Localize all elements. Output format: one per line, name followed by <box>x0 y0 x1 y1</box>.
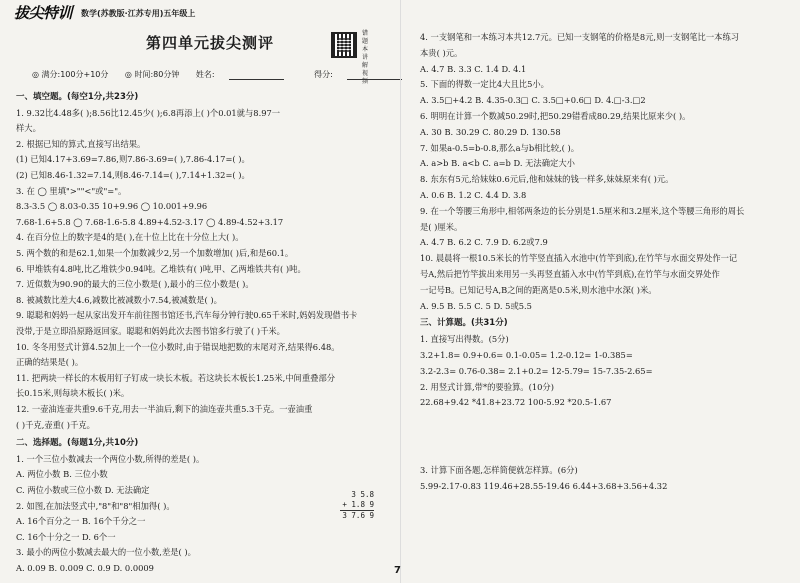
question-line: 3. 计算下面各题,怎样简便就怎样算。(6分) <box>420 465 578 476</box>
question-line: A. 两位小数 B. 三位小数 <box>16 469 108 480</box>
question-line: 5. 两个数的和是62.1,如果一个加数减少2,另一个加数增加( )后,和是60.1。 <box>16 248 294 258</box>
question-line: 5. 下面的得数一定比4大且比5小。 <box>420 79 549 90</box>
question-line: C. 16个十分之一 D. 6个一 <box>16 531 116 542</box>
question-line: 6. 甲堆铁有4.8吨,比乙堆铁少0.94吨。乙堆铁有( )吨,甲、乙两堆铁共有( )吨。 <box>16 263 306 274</box>
series-label: 数学(苏教版·江苏专用)五年级上 <box>81 9 196 18</box>
question-line: 8. 被减数比差大4.6,减数比被减数小7.54,被减数是( )。 <box>16 294 222 305</box>
question-line: 2. 用竖式计算,带*的要验算。(10分) <box>420 381 554 392</box>
question-line: 1. 9.32比4.48多( );8.56比12.45少( );6.8再添上( )个0.01就与8.97一 <box>16 107 281 118</box>
question-line: 9. 在一个等腰三角形中,相邻两条边的长分别是1.5厘米和3.2厘米,这个等腰三角形的周长 <box>420 205 745 216</box>
question-line: 8.3-3.5 ◯ 8.03-0.35 10+9.96 ◯ 10.001+9.96 <box>16 201 208 212</box>
calc-row-1: 3 5.8 <box>351 490 374 499</box>
column-divider <box>400 0 401 583</box>
full-score: ◎ 满分:100分+10分 <box>32 70 109 79</box>
question-line: 2. 根据已知的算式,直接写出结果。 <box>16 138 146 149</box>
question-line: 12. 一壶油连壶共重9.6千克,用去一半油后,剩下的油连壶共重5.3千克。一壶油重 <box>16 404 313 414</box>
question-line: 9. 聪聪和妈妈一起从家出发开车前往图书馆还书,汽车每分钟行驶0.65千米时,妈妈发现借书卡 <box>16 310 358 321</box>
vertical-addition-figure <box>340 490 374 521</box>
qr-code-icon[interactable] <box>331 32 357 58</box>
question-line: 7. 如果a-0.5=b-0.8,那么a与b相比较,( )。 <box>420 142 580 153</box>
question-line: 号A,然后把竹竿拔出来用另一头再竖直插入水中(竹竿到底),在竹竿与水面交界处作 <box>420 269 720 279</box>
question-line: A. 30 B. 30.29 C. 80.29 D. 130.58 <box>420 126 561 137</box>
question-line: A. 4.7 B. 6.2 C. 7.9 D. 6.2或7.9 <box>420 237 548 248</box>
question-line: 3. 最小的两位小数减去最大的一位小数,差是( )。 <box>16 547 196 558</box>
time-limit: ◎ 时间:80分钟 <box>124 70 180 79</box>
calc-row-3: 3 7.6 9 <box>340 510 374 521</box>
question-line: 正确的结果是( )。 <box>16 357 84 368</box>
question-line: 10. 晨晨将一根10.5米长的竹竿竖直插入水池中(竹竿到底),在竹竿与水面交界处作一记 <box>420 253 738 264</box>
question-line: (2) 已知8.46-1.32=7.14,则8.46-7.14=( ),7.14+1.32=( )。 <box>16 170 250 180</box>
question-line: 5.99-2.17-0.83 119.46+28.55-19.46 6.44+3.68+3.56+4.32 <box>420 481 668 491</box>
qr-label: 错题本 讲解视频 <box>362 30 369 85</box>
question-line: 样大。 <box>16 123 41 134</box>
question-line: A. 16个百分之一 B. 16个千分之一 <box>16 516 146 527</box>
question-line: 2. 如图,在加法竖式中,"8"和"8"相加得( )。 <box>16 500 175 511</box>
question-line: 是( )厘米。 <box>420 221 463 232</box>
question-line: A. 0.09 B. 0.009 C. 0.9 D. 0.0009 <box>16 563 154 573</box>
question-line: A. 0.6 B. 1.2 C. 4.4 D. 3.8 <box>420 190 527 200</box>
question-line: 长0.15米,则每块木板长( )米。 <box>16 388 130 399</box>
question-line: 11. 把两块一样长的木板用钉子钉成一块长木板。若这块长木板长1.25米,中间重叠部分 <box>16 372 336 383</box>
section-heading: 二、选择题。(每题1分,共10分) <box>16 438 139 449</box>
question-line: 3.2+1.8= 0.9+0.6= 0.1-0.05= 1.2-0.12= 1-0.385= <box>420 350 633 360</box>
page-title: 第四单元拔尖测评 <box>146 34 275 52</box>
question-line: A. a>b B. a<b C. a=b D. 无法确定大小 <box>420 158 575 169</box>
question-line: 8. 东东有5元,给妹妹0.6元后,他和妹妹的钱一样多,妹妹原来有( )元。 <box>420 174 674 185</box>
question-line: A. 9.5 B. 5.5 C. 5 D. 5或5.5 <box>420 300 532 311</box>
page-number: 7 <box>394 565 401 576</box>
question-line: 没带,于是立即沿原路返回家。聪聪和妈妈此次去图书馆多行驶了( )千米。 <box>16 326 285 336</box>
question-line: 4. 一支钢笔和一本练习本共12.7元。已知一支钢笔的价格是8元,则一支钢笔比一本练习 <box>420 32 740 42</box>
brand-logo: 拔尖特训 <box>14 4 73 22</box>
question-line: A. 4.7 B. 3.3 C. 1.4 D. 4.1 <box>420 63 527 74</box>
question-line: ( )千克,壶重( )千克。 <box>16 419 95 430</box>
question-line: 7. 近似数为90.90的最大的三位小数是( ),最小的三位小数是( )。 <box>16 279 254 290</box>
question-line: 6. 明明在计算一个数减50.29时,把50.29错看成80.29,结果比原来少( )。 <box>420 111 691 121</box>
question-line: 3.2-2.3= 0.76-0.38= 2.1+0.2= 12-5.79= 15-7.35-2.65= <box>420 365 653 376</box>
question-line: 7.68-1.6+5.8 ◯ 7.68-1.6-5.8 4.89+4.52-3.17 ◯ 4.89-4.52+3.17 <box>16 216 284 227</box>
name-field[interactable] <box>229 71 284 80</box>
question-line: 10. 冬冬用竖式计算4.52加上一个一位小数时,由于错误地把数的末尾对齐,结果得6.48。 <box>16 341 340 352</box>
question-line: 1. 一个三位小数减去一个两位小数,所得的差是( )。 <box>16 453 205 464</box>
question-line: 3. 在 ◯ 里填">""<"或"="。 <box>16 185 127 196</box>
score-label: 得分: <box>314 70 333 79</box>
section-heading: 一、填空题。(每空1分,共23分) <box>16 92 139 102</box>
question-line: A. 3.5□+4.2 B. 4.35-0.3□ C. 3.5□+0.6□ D. 4.□-3.□2 <box>420 95 646 106</box>
section-heading: 三、计算题。(共31分) <box>420 318 508 329</box>
question-line: (1) 已知4.17+3.69=7.86,则7.86-3.69=( ),7.86-4.17=( )。 <box>16 154 250 165</box>
question-line: 4. 在百分位上的数字是4的是( ),在十位上比在十分位上大( )。 <box>16 232 244 243</box>
question-line: 本贵( )元。 <box>420 47 463 58</box>
question-line: C. 两位小数或三位小数 D. 无法确定 <box>16 485 150 495</box>
name-label: 姓名: <box>195 70 215 79</box>
question-line: 1. 直接写出得数。(5分) <box>420 334 509 345</box>
question-line: 一记号B。已知记号A,B之间的距离是0.5米,则水池中水深( )米。 <box>420 284 657 295</box>
question-line: 22.68+9.42 *41.8+23.72 100-5.92 *20.5-1.67 <box>420 397 612 408</box>
calc-row-2: + 1.8 9 <box>342 500 374 509</box>
test-meta <box>32 70 416 80</box>
score-field[interactable] <box>347 71 402 80</box>
